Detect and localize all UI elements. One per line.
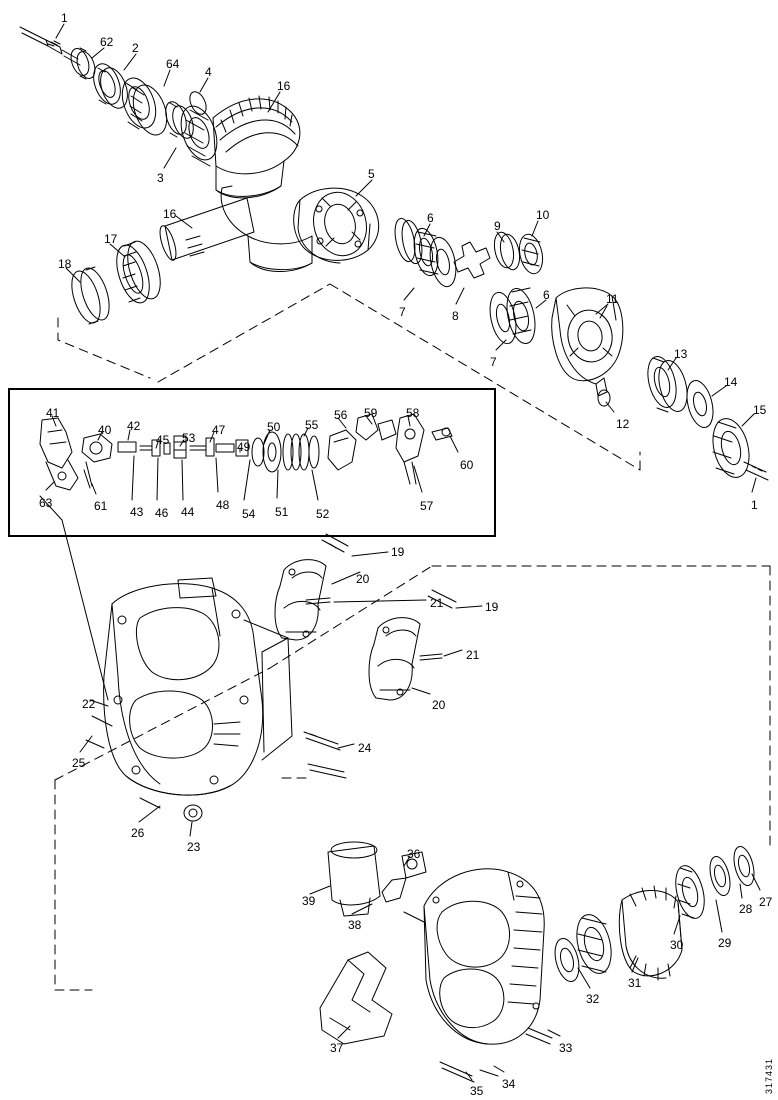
callout-35: 35 [470,1084,484,1098]
callout-37: 37 [330,1041,344,1055]
callout-41: 41 [46,406,60,420]
callout-29: 29 [718,936,732,950]
callout-19: 19 [391,545,405,559]
callout-52: 52 [316,507,330,521]
callout-47: 47 [212,423,226,437]
callout-25: 25 [72,756,86,770]
callout-27: 27 [759,895,773,909]
drawing-code: 317431 [764,1057,774,1094]
callout-6: 6 [427,211,434,225]
callout-31: 31 [628,976,642,990]
callout-30: 30 [670,938,684,952]
rear-case-housing [404,869,552,1082]
callout-7: 7 [490,355,497,369]
callout-10: 10 [536,208,550,222]
bearing-cap-upper [275,534,348,640]
callout-54: 54 [242,507,256,521]
callout-21: 21 [466,648,480,662]
callout-22: 22 [82,697,96,711]
callout-64: 64 [166,57,180,71]
callout-23: 23 [187,840,201,854]
callout-16: 16 [163,207,177,221]
callout-33: 33 [559,1041,573,1055]
part-3-bearing-cone [116,73,173,139]
dashed-frame-middle [55,566,773,990]
callout-26: 26 [131,826,145,840]
rear-gear-stack [551,844,758,984]
callout-55: 55 [305,418,319,432]
callout-24: 24 [358,741,372,755]
callout-5: 5 [368,167,375,181]
callout-4: 4 [205,65,212,79]
callout-43: 43 [130,505,144,519]
callout-42: 42 [127,419,141,433]
part-39-oil-filter [328,842,380,916]
callout-40: 40 [98,423,112,437]
callout-45: 45 [156,433,170,447]
callout-14: 14 [724,375,738,389]
callout-51: 51 [275,505,289,519]
callout-12: 12 [616,417,630,431]
part-24-bolts [304,732,346,778]
callout-9: 9 [494,219,501,233]
callout-56: 56 [334,408,348,422]
callout-19: 19 [485,600,499,614]
callout-20: 20 [432,698,446,712]
callout-53: 53 [182,431,196,445]
callout-57: 57 [420,499,434,513]
callout-49: 49 [237,440,251,454]
callout-63: 63 [39,496,53,510]
rear-bearing-stack [643,354,768,482]
callout-21: 21 [430,596,444,610]
callout-1: 1 [61,11,68,25]
callout-50: 50 [267,420,281,434]
callout-38: 38 [348,918,362,932]
callout-2: 2 [132,41,139,55]
callout-16: 16 [277,79,291,93]
callout-18: 18 [58,257,72,271]
callout-34: 34 [502,1077,516,1091]
callout-36: 36 [407,847,421,861]
callout-61: 61 [94,499,108,513]
callout-48: 48 [216,498,230,512]
callout-8: 8 [452,309,459,323]
callout-7: 7 [399,305,406,319]
callout-32: 32 [586,992,600,1006]
callout-1: 1 [751,498,758,512]
part-16-pinion-and-ring-gear [174,96,299,198]
callout-62: 62 [100,35,114,49]
callout-28: 28 [739,902,753,916]
callout-46: 46 [155,506,169,520]
callout-11: 11 [606,292,619,306]
callout-59: 59 [364,406,378,420]
spider-gear-group [392,217,546,346]
callout-17: 17 [104,232,118,246]
part-22-main-housing [86,578,292,821]
callout-60: 60 [460,458,474,472]
callout-6: 6 [543,288,550,302]
callout-13: 13 [674,347,688,361]
callout-15: 15 [753,403,767,417]
callout-20: 20 [356,572,370,586]
output-shaft-group [66,198,254,326]
callout-3: 3 [157,171,164,185]
part-37-bracket [320,952,392,1044]
callout-58: 58 [406,406,420,420]
callout-39: 39 [302,894,316,908]
callout-44: 44 [181,505,195,519]
